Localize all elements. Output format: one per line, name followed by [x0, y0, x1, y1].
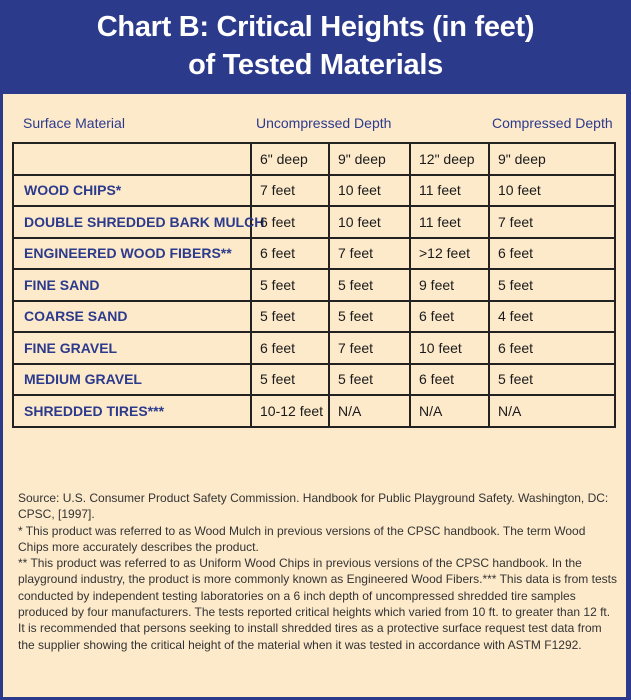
height-cell: 10 feet	[329, 206, 410, 238]
height-cell: 5 feet	[251, 269, 329, 301]
height-cell: >12 feet	[410, 238, 489, 270]
height-cell: 6 feet	[251, 238, 329, 270]
height-cell: 5 feet	[489, 364, 615, 396]
table-row	[13, 332, 615, 364]
table-row	[13, 269, 615, 301]
table-row	[13, 175, 615, 207]
height-cell: 7 feet	[329, 238, 410, 270]
depth-cell: 9" deep	[489, 143, 615, 175]
material-label: SHREDDED TIRES***	[13, 395, 251, 427]
empty-corner-cell	[13, 143, 251, 175]
depth-cell: 12" deep	[410, 143, 489, 175]
material-label: ENGINEERED WOOD FIBERS**	[13, 238, 251, 270]
height-cell: 11 feet	[410, 175, 489, 207]
table-row	[13, 206, 615, 238]
height-cell: 11 feet	[410, 206, 489, 238]
depth-cell: 6" deep	[251, 143, 329, 175]
height-cell: 5 feet	[329, 364, 410, 396]
material-label: DOUBLE SHREDDED BARK MULCH	[13, 206, 251, 238]
height-cell: 4 feet	[489, 301, 615, 333]
height-cell: N/A	[489, 395, 615, 427]
material-label: FINE GRAVEL	[13, 332, 251, 364]
height-cell: 7 feet	[329, 332, 410, 364]
surface-material-header: Surface Material	[23, 115, 125, 131]
height-cell: 5 feet	[251, 301, 329, 333]
table-row	[13, 395, 615, 427]
height-cell: 10-12 feet	[251, 395, 329, 427]
source-note: Source: U.S. Consumer Product Safety Commission. Handbook for Public Playground Safety. Washington, DC: CPSC, [1997].	[18, 491, 609, 522]
height-cell: 5 feet	[251, 364, 329, 396]
material-label: FINE SAND	[13, 269, 251, 301]
footnotes	[18, 490, 618, 653]
height-cell: 5 feet	[489, 269, 615, 301]
height-cell: N/A	[410, 395, 489, 427]
footnote-1: * This product was referred to as Wood Mulch in previous versions of the CPSC handbook. The term Wood Chips more accurately describes the product.	[18, 523, 586, 554]
height-cell: 6 feet	[251, 206, 329, 238]
critical-heights-table	[12, 142, 616, 428]
material-label: WOOD CHIPS*	[13, 175, 251, 207]
depth-header-row	[13, 143, 615, 175]
table-row	[13, 364, 615, 396]
height-cell: 6 feet	[251, 332, 329, 364]
table-row	[13, 301, 615, 333]
height-cell: 6 feet	[489, 332, 615, 364]
height-cell: 5 feet	[329, 269, 410, 301]
height-cell: 6 feet	[410, 364, 489, 396]
material-label: MEDIUM GRAVEL	[13, 364, 251, 396]
uncompressed-depth-header: Uncompressed Depth	[256, 115, 392, 131]
title-line-1: Chart B: Critical Heights (in feet)	[96, 11, 535, 43]
table-row	[13, 238, 615, 270]
height-cell: 7 feet	[489, 206, 615, 238]
height-cell: 6 feet	[410, 301, 489, 333]
height-cell: N/A	[329, 395, 410, 427]
height-cell: 10 feet	[410, 332, 489, 364]
chart-title	[0, 8, 631, 84]
height-cell: 7 feet	[251, 175, 329, 207]
height-cell: 5 feet	[329, 301, 410, 333]
height-cell: 9 feet	[410, 269, 489, 301]
compressed-depth-header: Compressed Depth	[492, 115, 613, 131]
depth-cell: 9" deep	[329, 143, 410, 175]
height-cell: 10 feet	[489, 175, 615, 207]
footnote-2: ** This product was referred to as Uniform Wood Chips in previous versions of the CPSC handbook. In the playground industry, the product is more commonly known as Engineered Wood Fibers.*** This data is from tests conducted by independent testing laboratories on a 6 inch depth of uncompressed shredded tire samples produced by four manufacturers. The tests reported critical heights which varied from 10 ft. to greater than 12 ft. It is recommended that persons seeking to install shredded tires as a protective surface request test data from the supplier showing the critical height of the material when it was tested in accordance with ASTM F1292.	[18, 556, 617, 652]
height-cell: 10 feet	[329, 175, 410, 207]
height-cell: 6 feet	[489, 238, 615, 270]
material-label: COARSE SAND	[13, 301, 251, 333]
title-line-2: of Tested Materials	[188, 49, 443, 81]
